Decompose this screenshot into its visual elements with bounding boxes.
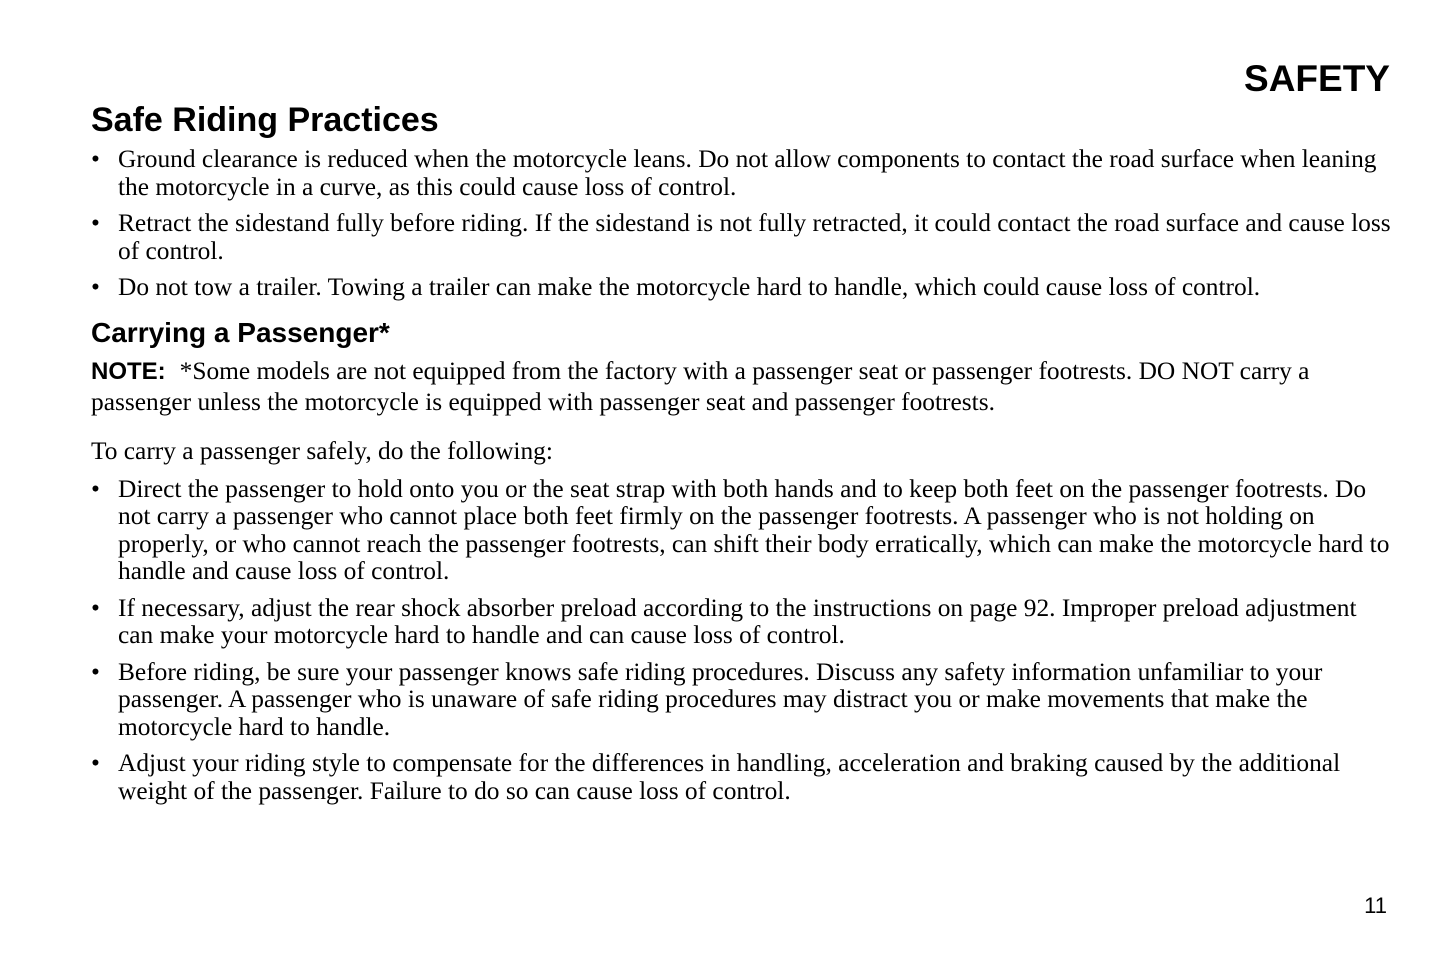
list-item-text: Retract the sidestand fully before riding. If the sidestand is not fully retracted, it could contact the road surface and cause loss of control. [118, 209, 1391, 265]
passenger-intro: To carry a passenger safely, do the following: [91, 436, 553, 465]
passenger-list [91, 476, 1393, 806]
bullet-icon: • [91, 209, 100, 237]
page-content [91, 100, 1393, 814]
list-item [91, 274, 1393, 302]
bullet-icon: • [91, 657, 100, 686]
page-number: 11 [1364, 893, 1387, 918]
list-item [91, 659, 1393, 742]
list-item [91, 146, 1393, 201]
list-item-text: Do not tow a trailer. Towing a trailer can make the motorcycle hard to handle, which could cause loss of control. [118, 273, 1261, 301]
list-item-text: Adjust your riding style to compensate for the differences in handling, acceleration and braking caused by the additional weight of the passenger. Failure to do so can cause loss of control. [118, 749, 1341, 805]
safe-riding-list [91, 146, 1393, 302]
list-item-text: Direct the passenger to hold onto you or the seat strap with both hands and to keep both feet on the passenger footrests. Do not carry a passenger who cannot place both feet firmly on the passenger footrests. A passenger who is not holding on properly, or who cannot reach the passenger footrests, can shift their body erratically, which can make the motorcycle hard to handle and cause loss of control. [118, 474, 1390, 585]
list-item-text: If necessary, adjust the rear shock absorber preload according to the instructions on page 92. Improper preload adjustment can make your motorcycle hard to handle and can cause loss of control. [118, 593, 1357, 649]
bullet-icon: • [91, 145, 100, 173]
passenger-heading: Carrying a Passenger* [91, 316, 390, 348]
bullet-icon: • [91, 749, 100, 777]
list-item [91, 210, 1393, 265]
list-item-text: Before riding, be sure your passenger knows safe riding procedures. Discuss any safety information unfamiliar to your passenger. A passenger who is unaware of safe riding procedures may distract you or make movements that make the motorcycle hard to handle. [118, 657, 1323, 741]
list-item [91, 750, 1393, 805]
list-item [91, 476, 1393, 586]
bullet-icon: • [91, 593, 100, 622]
safe-riding-heading: Safe Riding Practices [91, 101, 439, 139]
section-header: SAFETY [1244, 58, 1390, 99]
list-item-text: Ground clearance is reduced when the motorcycle leans. Do not allow components to contact the road surface when leaning the motorcycle in a curve, as this could cause loss of control. [118, 145, 1377, 201]
bullet-icon: • [91, 273, 100, 301]
bullet-icon: • [91, 474, 100, 503]
list-item [91, 595, 1393, 650]
note-text: *Some models are not equipped from the factory with a passenger seat or passenger footrests. DO NOT carry a passenger unless the motorcycle is equipped with passenger seat and passenger footrests. [91, 356, 1310, 416]
note-paragraph [91, 356, 1393, 418]
note-label: NOTE: [91, 357, 166, 385]
